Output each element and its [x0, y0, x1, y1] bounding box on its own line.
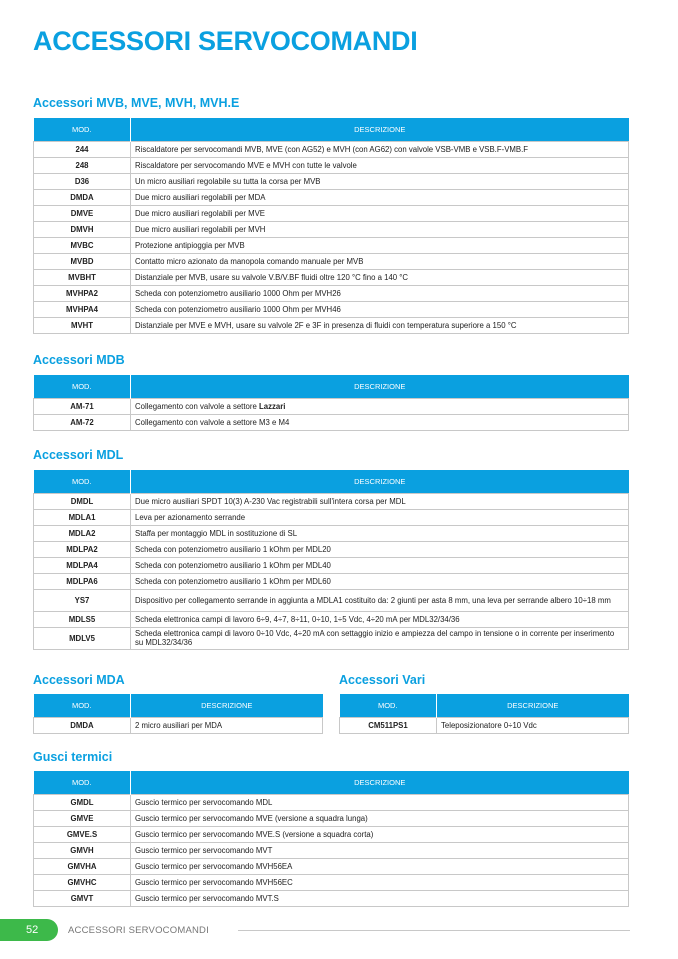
- model-description: [131, 493, 629, 509]
- model-code: AM-71: [34, 398, 131, 414]
- model-description: [131, 890, 629, 906]
- header-mod: MOD.: [34, 771, 131, 794]
- model-code: DMDL: [34, 493, 131, 509]
- table-row: [34, 205, 629, 221]
- table-row: [34, 301, 629, 317]
- description-text: Scheda con potenziometro ausiliario 1 kOhm per MDL40: [135, 560, 331, 570]
- table-row: [34, 414, 629, 430]
- header-descrizione: DESCRIZIONE: [131, 694, 323, 717]
- table-row: [34, 794, 629, 810]
- header-mod: MOD.: [34, 118, 131, 141]
- table-row: [34, 627, 629, 649]
- description-text: Guscio termico per servocomando MDL: [135, 797, 273, 807]
- description-text: Collegamento con valvole a settore M3 e M4: [135, 417, 290, 427]
- model-code: AM-72: [34, 414, 131, 430]
- header-mod: MOD.: [340, 694, 437, 717]
- model-description: [131, 189, 629, 205]
- description-text: Scheda con potenziometro ausiliario 1 kOhm per MDL20: [135, 544, 331, 554]
- model-description: [131, 589, 629, 611]
- model-code: CM511PS1: [340, 717, 437, 733]
- model-code: MDLS5: [34, 611, 131, 627]
- footer-label: ACCESSORI SERVOCOMANDI: [68, 925, 209, 936]
- table-row: [34, 253, 629, 269]
- model-code: DMDA: [34, 189, 131, 205]
- model-description: [131, 810, 629, 826]
- model-code: MDLA2: [34, 525, 131, 541]
- model-code: MVHPA2: [34, 285, 131, 301]
- model-description: [131, 398, 629, 414]
- model-description: [131, 627, 629, 649]
- description-text: Scheda elettronica campi di lavoro 0÷10 Vdc, 4÷20 mA con settaggio inizio e ampiezza del campo in tensione o in corrente per inserimento su MDL32/34/36: [135, 629, 615, 647]
- page-number-tab: 52: [0, 919, 58, 941]
- model-description: [131, 269, 629, 285]
- header-descrizione: DESCRIZIONE: [131, 118, 629, 141]
- model-description: [131, 173, 629, 189]
- description-text: Collegamento con valvole a settore: [135, 401, 257, 411]
- model-code: MVHPA4: [34, 301, 131, 317]
- model-description: [131, 285, 629, 301]
- description-emphasis: Lazzari: [258, 401, 286, 411]
- model-code: GMDL: [34, 794, 131, 810]
- model-code: MVHT: [34, 317, 131, 333]
- description-text: Guscio termico per servocomando MVE.S (versione a squadra corta): [135, 829, 374, 839]
- description-text: Teleposizionatore 0÷10 Vdc: [441, 720, 537, 730]
- description-text: Guscio termico per servocomando MVH56EA: [135, 861, 293, 871]
- table-row: [34, 541, 629, 557]
- table-row: [34, 525, 629, 541]
- model-code: MDLPA2: [34, 541, 131, 557]
- model-code: YS7: [34, 589, 131, 611]
- model-code: MVBC: [34, 237, 131, 253]
- description-text: Riscaldatore per servocomando MVE e MVH con tutte le valvole: [135, 160, 357, 170]
- model-code: GMVE.S: [34, 826, 131, 842]
- description-text: Leva per azionamento serrande: [135, 512, 246, 522]
- description-text: Scheda con potenziometro ausiliario 1 kOhm per MDL60: [135, 576, 331, 586]
- model-code: GMVHC: [34, 874, 131, 890]
- description-text: Due micro ausiliari SPDT 10(3) A-230 Vac registrabili sull'intera corsa per MDL: [135, 496, 406, 506]
- model-code: DMVH: [34, 221, 131, 237]
- model-code: MDLA1: [34, 509, 131, 525]
- model-description: [131, 541, 629, 557]
- model-code: GMVH: [34, 842, 131, 858]
- header-mod: MOD.: [34, 375, 131, 398]
- model-code: DMDA: [34, 717, 131, 733]
- model-description: [131, 253, 629, 269]
- model-description: [131, 509, 629, 525]
- table-row: [34, 842, 629, 858]
- model-code: MDLPA4: [34, 557, 131, 573]
- table-row: [34, 509, 629, 525]
- model-description: [131, 221, 629, 237]
- model-description: [131, 141, 629, 157]
- table-row: [34, 285, 629, 301]
- description-text: Guscio termico per servocomando MVH56EC: [135, 877, 293, 887]
- description-text: Scheda con potenziometro ausiliario 1000 Ohm per MVH26: [135, 288, 341, 298]
- model-description: [131, 611, 629, 627]
- section-title-mda: Accessori MDA: [33, 673, 125, 687]
- section-title-vari: Accessori Vari: [339, 673, 426, 687]
- header-mod: MOD.: [34, 694, 131, 717]
- model-description: [131, 858, 629, 874]
- model-description: [131, 157, 629, 173]
- model-code: DMVE: [34, 205, 131, 221]
- table-row: [34, 589, 629, 611]
- description-text: Due micro ausiliari regolabili per MVE: [135, 208, 265, 218]
- header-descrizione: DESCRIZIONE: [131, 771, 629, 794]
- description-text: Distanziale per MVE e MVH, usare su valvole 2F e 3F in presenza di fluidi con temperatura superiore a 150 °C: [135, 320, 517, 330]
- model-description: [131, 237, 629, 253]
- description-text: Due micro ausiliari regolabili per MDA: [135, 192, 266, 202]
- table-row: [34, 557, 629, 573]
- table-row: [34, 493, 629, 509]
- description-text: Un micro ausiliari regolabile su tutta la corsa per MVB: [135, 176, 321, 186]
- model-description: [131, 874, 629, 890]
- model-description: [131, 525, 629, 541]
- model-description: [131, 842, 629, 858]
- header-descrizione: DESCRIZIONE: [131, 375, 629, 398]
- description-text: Riscaldatore per servocomandi MVB, MVE (con AG52) e MVH (con AG62) con valvole VSB-VMB e VSB.F-VMB.F: [135, 144, 529, 154]
- description-text: Dispositivo per collegamento serrande in aggiunta a MDLA1 costituito da: 2 giunti per asta 8 mm, una leva per serrande albero 10÷18 mm: [135, 595, 611, 605]
- table-row: [34, 269, 629, 285]
- page-title: ACCESSORI SERVOCOMANDI: [33, 26, 418, 56]
- model-code: 244: [34, 141, 131, 157]
- description-text: Guscio termico per servocomando MVT.S: [135, 893, 279, 903]
- table-mdb: [33, 375, 629, 431]
- model-description: [131, 826, 629, 842]
- table-row: [34, 317, 629, 333]
- table-row: [340, 717, 629, 733]
- table-row: [34, 157, 629, 173]
- description-text: Staffa per montaggio MDL in sostituzione di SL: [135, 528, 298, 538]
- model-code: D36: [34, 173, 131, 189]
- model-code: 248: [34, 157, 131, 173]
- model-code: GMVE: [34, 810, 131, 826]
- model-code: MVBHT: [34, 269, 131, 285]
- table-row: [34, 221, 629, 237]
- table-row: [34, 611, 629, 627]
- header-mod: MOD.: [34, 470, 131, 493]
- model-code: GMVHA: [34, 858, 131, 874]
- table-row: [34, 173, 629, 189]
- model-description: [131, 717, 323, 733]
- model-code: GMVT: [34, 890, 131, 906]
- table-row: [34, 826, 629, 842]
- table-row: [34, 717, 323, 733]
- table-row: [34, 189, 629, 205]
- section-title-mvb: Accessori MVB, MVE, MVH, MVH.E: [33, 96, 240, 110]
- model-description: [437, 717, 629, 733]
- model-code: MDLPA6: [34, 573, 131, 589]
- table-row: [34, 810, 629, 826]
- table-row: [34, 890, 629, 906]
- table-row: [34, 573, 629, 589]
- table-vari: [339, 694, 629, 734]
- footer-divider: [238, 930, 630, 931]
- description-text: Scheda elettronica campi di lavoro 6÷9, 4÷7, 8÷11, 0÷10, 1÷5 Vdc, 4÷20 mA per MDL32/34/36: [135, 614, 460, 624]
- model-description: [131, 301, 629, 317]
- table-row: [34, 237, 629, 253]
- table-row: [34, 858, 629, 874]
- description-text: Contatto micro azionato da manopola comando manuale per MVB: [135, 256, 364, 266]
- table-mda: [33, 694, 323, 734]
- description-text: 2 micro ausiliari per MDA: [135, 720, 223, 730]
- model-description: [131, 794, 629, 810]
- table-row: [34, 398, 629, 414]
- section-title-gusci: Gusci termici: [33, 750, 113, 764]
- model-description: [131, 205, 629, 221]
- model-code: MVBD: [34, 253, 131, 269]
- description-text: Guscio termico per servocomando MVE (versione a squadra lunga): [135, 813, 368, 823]
- description-text: Scheda con potenziometro ausiliario 1000 Ohm per MVH46: [135, 304, 341, 314]
- table-gusci: [33, 771, 629, 907]
- table-row: [34, 874, 629, 890]
- model-description: [131, 317, 629, 333]
- model-description: [131, 414, 629, 430]
- header-descrizione: DESCRIZIONE: [437, 694, 629, 717]
- header-descrizione: DESCRIZIONE: [131, 470, 629, 493]
- model-description: [131, 557, 629, 573]
- description-text: Due micro ausiliari regolabili per MVH: [135, 224, 266, 234]
- section-title-mdb: Accessori MDB: [33, 353, 125, 367]
- table-mvb: [33, 118, 629, 334]
- table-mdl: [33, 470, 629, 650]
- description-text: Distanziale per MVB, usare su valvole V.B/V.BF fluidi oltre 120 °C fino a 140 °C: [135, 272, 409, 282]
- description-text: Guscio termico per servocomando MVT: [135, 845, 273, 855]
- model-code: MDLV5: [34, 627, 131, 649]
- model-description: [131, 573, 629, 589]
- description-text: Protezione antipioggia per MVB: [135, 240, 245, 250]
- section-title-mdl: Accessori MDL: [33, 448, 124, 462]
- table-row: [34, 141, 629, 157]
